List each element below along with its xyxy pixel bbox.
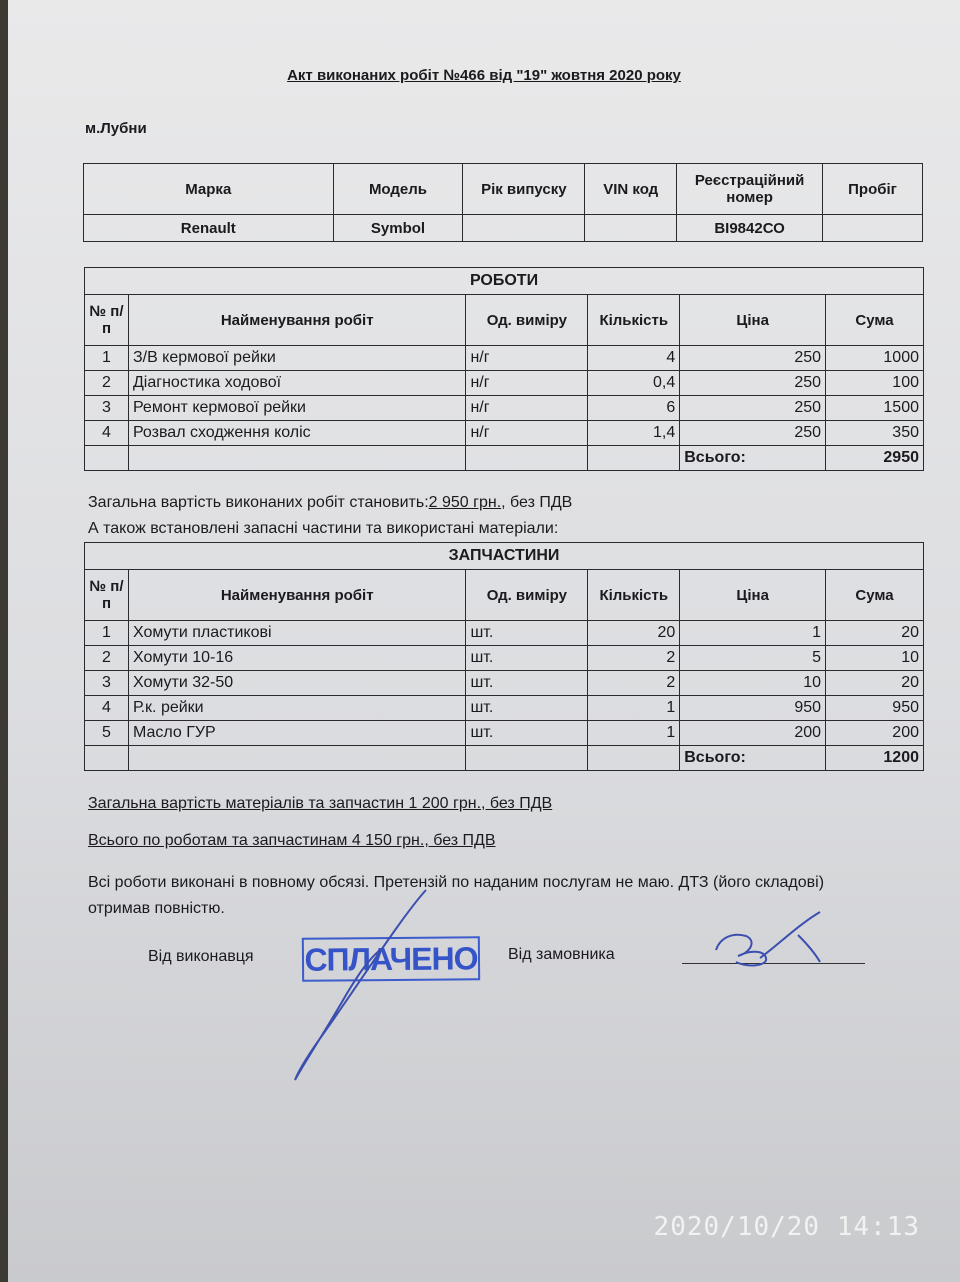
row-unit: н/г: [466, 371, 588, 396]
row-quantity: 2: [588, 646, 680, 671]
row-sum: 20: [826, 621, 924, 646]
parts-header-price: Ціна: [680, 570, 826, 621]
works-summary-amount: 2 950 грн.: [428, 494, 502, 511]
row-number: 1: [85, 346, 129, 371]
row-unit: шт.: [466, 671, 588, 696]
row-name: Ремонт кермової рейки: [128, 396, 466, 421]
value-model: Symbol: [333, 215, 463, 242]
row-sum: 1000: [826, 346, 924, 371]
header-reg-number: Реєстраційний номер: [677, 164, 823, 215]
row-sum: 100: [826, 371, 924, 396]
row-name: Р.к. рейки: [128, 696, 466, 721]
header-model: Модель: [333, 164, 463, 215]
works-header-price: Ціна: [680, 295, 826, 346]
row-unit: н/г: [466, 396, 588, 421]
works-header-unit: Од. виміру: [466, 295, 588, 346]
row-quantity: 2: [588, 671, 680, 696]
works-total-label: Всього:: [680, 446, 826, 471]
row-unit: шт.: [466, 696, 588, 721]
parts-total-label: Всього:: [680, 746, 826, 771]
customer-label: Від замовника: [508, 946, 615, 963]
parts-intro: А також встановлені запасні частини та використані матеріали:: [88, 520, 559, 537]
photo-timestamp: 2020/10/20 14:13: [653, 1212, 920, 1242]
row-name: Розвал сходження коліс: [128, 421, 466, 446]
handwritten-signatures: [8, 0, 960, 1282]
row-name: Діагностика ходової: [128, 371, 466, 396]
works-summary-text: Загальна вартість виконаних робіт становить:: [88, 494, 429, 511]
row-quantity: 20: [588, 621, 680, 646]
paid-stamp: СПЛАЧЕНО: [302, 936, 480, 982]
parts-header-sum: Сума: [826, 570, 924, 621]
works-header-name: Найменування робіт: [128, 295, 466, 346]
row-quantity: 6: [588, 396, 680, 421]
row-number: 5: [85, 721, 129, 746]
row-number: 2: [85, 371, 129, 396]
value-reg-number: ВІ9842СО: [677, 215, 823, 242]
row-sum: 200: [826, 721, 924, 746]
parts-total-value: 1200: [826, 746, 924, 771]
document-page: [8, 0, 960, 1282]
works-header-quantity: Кількість: [588, 295, 680, 346]
parts-header-number: № п/п: [85, 570, 129, 621]
row-unit: шт.: [466, 621, 588, 646]
works-header-sum: Сума: [826, 295, 924, 346]
parts-header-unit: Од. виміру: [466, 570, 588, 621]
row-sum: 10: [826, 646, 924, 671]
row-number: 3: [85, 671, 129, 696]
row-name: З/В кермової рейки: [128, 346, 466, 371]
row-quantity: 1: [588, 696, 680, 721]
row-price: 10: [680, 671, 826, 696]
customer-signature: [716, 912, 820, 965]
parts-header-name: Найменування робіт: [128, 570, 466, 621]
row-unit: шт.: [466, 721, 588, 746]
row-price: 250: [680, 346, 826, 371]
row-name: Хомути пластикові: [128, 621, 466, 646]
works-header-number: № п/п: [85, 295, 129, 346]
value-brand: Renault: [84, 215, 334, 242]
row-price: 250: [680, 421, 826, 446]
row-price: 250: [680, 396, 826, 421]
row-sum: 350: [826, 421, 924, 446]
row-number: 4: [85, 421, 129, 446]
row-sum: 20: [826, 671, 924, 696]
grand-total: Всього по роботам та запчастинам 4 150 грн., без ПДВ: [88, 832, 496, 849]
row-number: 2: [85, 646, 129, 671]
row-name: Масло ГУР: [128, 721, 466, 746]
row-name: Хомути 10-16: [128, 646, 466, 671]
city-label: м.Лубни: [85, 120, 147, 137]
works-total-value: 2950: [826, 446, 924, 471]
document-title: Акт виконаних робіт №466 від "19" жовтня 2020 року: [287, 67, 681, 84]
row-quantity: 4: [588, 346, 680, 371]
executor-signature: [295, 890, 426, 1080]
row-sum: 1500: [826, 396, 924, 421]
row-price: 200: [680, 721, 826, 746]
row-number: 4: [85, 696, 129, 721]
works-section-title: РОБОТИ: [85, 268, 924, 295]
row-price: 5: [680, 646, 826, 671]
row-name: Хомути 32-50: [128, 671, 466, 696]
row-number: 3: [85, 396, 129, 421]
row-quantity: 1: [588, 721, 680, 746]
works-summary-tail: , без ПДВ: [501, 494, 573, 511]
row-price: 250: [680, 371, 826, 396]
row-unit: н/г: [466, 346, 588, 371]
row-unit: н/г: [466, 421, 588, 446]
row-number: 1: [85, 621, 129, 646]
header-vin: VIN код: [585, 164, 677, 215]
row-price: 950: [680, 696, 826, 721]
row-quantity: 0,4: [588, 371, 680, 396]
header-mileage: Пробіг: [823, 164, 923, 215]
row-unit: шт.: [466, 646, 588, 671]
parts-section-title: ЗАПЧАСТИНИ: [85, 543, 924, 570]
header-brand: Марка: [84, 164, 334, 215]
header-year: Рік випуску: [463, 164, 585, 215]
parts-header-quantity: Кількість: [588, 570, 680, 621]
row-price: 1: [680, 621, 826, 646]
executor-label: Від виконавця: [148, 948, 254, 965]
row-quantity: 1,4: [588, 421, 680, 446]
statement: Всі роботи виконані в повному обсязі. Претензій по наданим послугам не маю. ДТЗ (його складові) отримав повністю.: [88, 874, 825, 917]
row-sum: 950: [826, 696, 924, 721]
parts-summary: Загальна вартість матеріалів та запчастин 1 200 грн., без ПДВ: [88, 795, 553, 812]
